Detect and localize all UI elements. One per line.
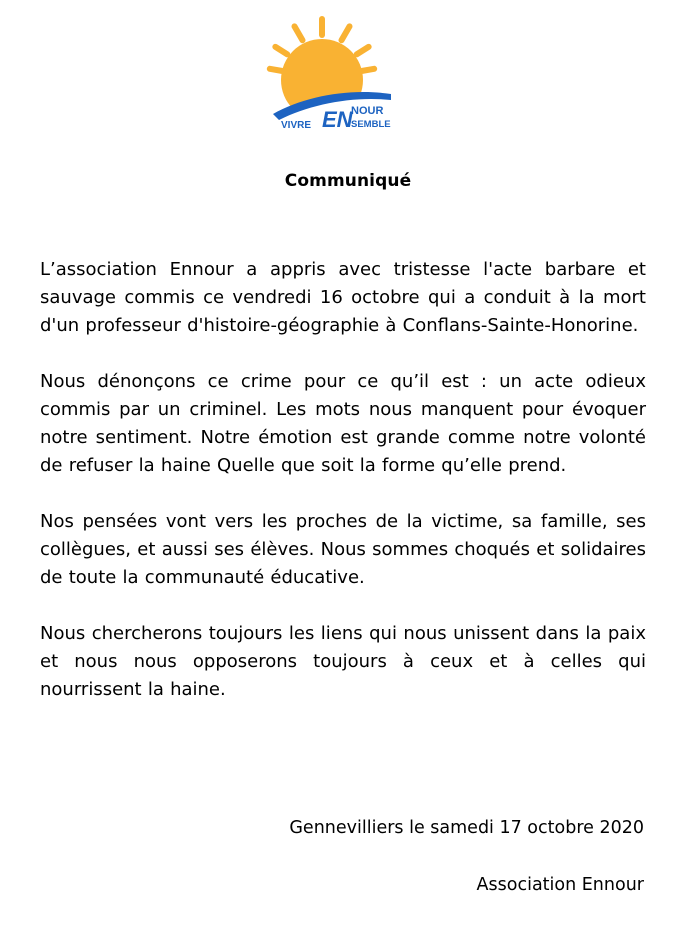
- communique-body: [40, 256, 646, 732]
- paragraph-4: Nous chercherons toujours les liens qui nous unissent dans la paix et nous nous opposerons toujours à ceux et à celles qui nourrissent la haine.: [40, 623, 646, 700]
- ennour-logo: [245, 14, 405, 132]
- place-and-date: Gennevilliers le samedi 17 octobre 2020: [289, 818, 644, 838]
- logo-word-semble: SEMBLE: [351, 119, 391, 130]
- logo-letters-en: EN: [322, 107, 353, 132]
- paragraph-1: L’association Ennour a appris avec tristesse l'acte barbare et sauvage commis ce vendredi 16 octobre qui a conduit à la mort d'un professeur d'histoire-géographie à Conflans-Sainte-Honorine.: [40, 259, 646, 336]
- page-title: Communiqué: [284, 171, 412, 191]
- signature: Association Ennour: [476, 875, 644, 895]
- paragraph-3: Nos pensées vont vers les proches de la victime, sa famille, ses collègues, et aussi ses élèves. Nous sommes choqués et solidaires de toute la communauté éducative.: [40, 511, 646, 588]
- sun-logo-icon: [245, 14, 405, 132]
- paragraph-2: Nous dénonçons ce crime pour ce qu’il est : un acte odieux commis par un criminel. Les mots nous manquent pour évoquer notre sentiment. Notre émotion est grande comme notre volonté de refuser la haine Quelle que soit la forme qu’elle prend.: [40, 371, 646, 476]
- logo-word-vivre: VIVRE: [281, 120, 312, 131]
- logo-word-nour: NOUR: [351, 105, 384, 117]
